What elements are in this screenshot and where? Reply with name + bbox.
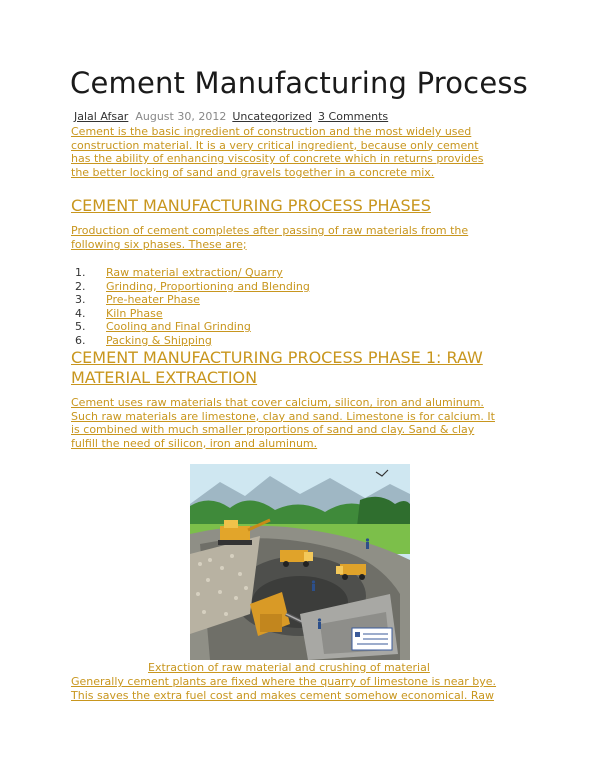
page-title: Cement Manufacturing Process: [70, 66, 528, 100]
phase1-paragraph[interactable]: [71, 396, 531, 450]
category-link[interactable]: Uncategorized: [232, 110, 313, 123]
list-number: 4.: [75, 306, 86, 320]
phases-intro-line: following six phases. These are;: [71, 237, 247, 251]
list-number: 2.: [75, 279, 86, 293]
closing-line: This saves the extra fuel cost and makes cement somehow economical. Raw: [71, 688, 494, 702]
list-number: 5.: [75, 320, 86, 334]
list-item-label: Kiln Phase: [106, 306, 163, 320]
list-item[interactable]: [75, 266, 310, 280]
author-link[interactable]: Jalal Afsar: [74, 110, 129, 123]
list-number: 3.: [75, 293, 86, 307]
phases-intro-line: Production of cement completes after passing of raw materials from the: [71, 224, 469, 237]
phase1-line: Such raw materials are limestone, clay and sand. Limestone is for calcium. It: [71, 409, 495, 423]
closing-line: Generally cement plants are fixed where the quarry of limestone is near bye.: [71, 675, 497, 688]
section-heading-phases[interactable]: CEMENT MANUFACTURING PROCESS PHASES: [71, 196, 431, 215]
phase1-line: is combined with much smaller proportions of sand and clay. Sand & clay: [71, 423, 475, 436]
post-meta: [74, 110, 388, 123]
post-date: August 30, 2012: [135, 110, 227, 123]
intro-line: has the ability of enhancing viscosity of concrete which in returns provides: [71, 152, 484, 165]
closing-paragraph[interactable]: [71, 675, 531, 702]
list-item[interactable]: [75, 334, 310, 348]
phases-intro-paragraph[interactable]: [71, 224, 531, 251]
list-item[interactable]: [75, 280, 310, 294]
list-item-label: Grinding, Proportioning and Blending: [106, 279, 310, 293]
intro-line: the better locking of sand and gravels together in a concrete mix.: [71, 165, 435, 179]
intro-line: Cement is the basic ingredient of construction and the most widely used: [71, 125, 472, 138]
list-item-label: Pre-heater Phase: [106, 293, 200, 307]
intro-line: construction material. It is a very critical ingredient, because only cement: [71, 138, 479, 152]
list-item[interactable]: [75, 320, 310, 334]
list-number: 1.: [75, 266, 86, 279]
quarry-illustration: [190, 464, 410, 660]
heading-line: MATERIAL EXTRACTION: [71, 368, 258, 387]
phase1-line: Cement uses raw materials that cover calcium, silicon, iron and aluminum.: [71, 396, 484, 409]
section-heading-phase1[interactable]: [71, 348, 483, 388]
comments-link[interactable]: 3 Comments: [318, 110, 389, 123]
heading-line: CEMENT MANUFACTURING PROCESS PHASE 1: RAW: [71, 348, 483, 367]
list-item[interactable]: [75, 293, 310, 307]
phase1-line: fulfill the need of silicon, iron and aluminum.: [71, 436, 318, 450]
list-item-label: Packing & Shipping: [106, 333, 212, 347]
phases-list: [75, 266, 310, 348]
figure-caption[interactable]: Extraction of raw material and crushing of material: [148, 661, 430, 674]
intro-paragraph[interactable]: [71, 125, 531, 179]
list-number: 6.: [75, 333, 86, 347]
list-item-label: Cooling and Final Grinding: [106, 320, 251, 334]
list-item-label: Raw material extraction/ Quarry: [106, 266, 283, 279]
list-item[interactable]: [75, 307, 310, 321]
